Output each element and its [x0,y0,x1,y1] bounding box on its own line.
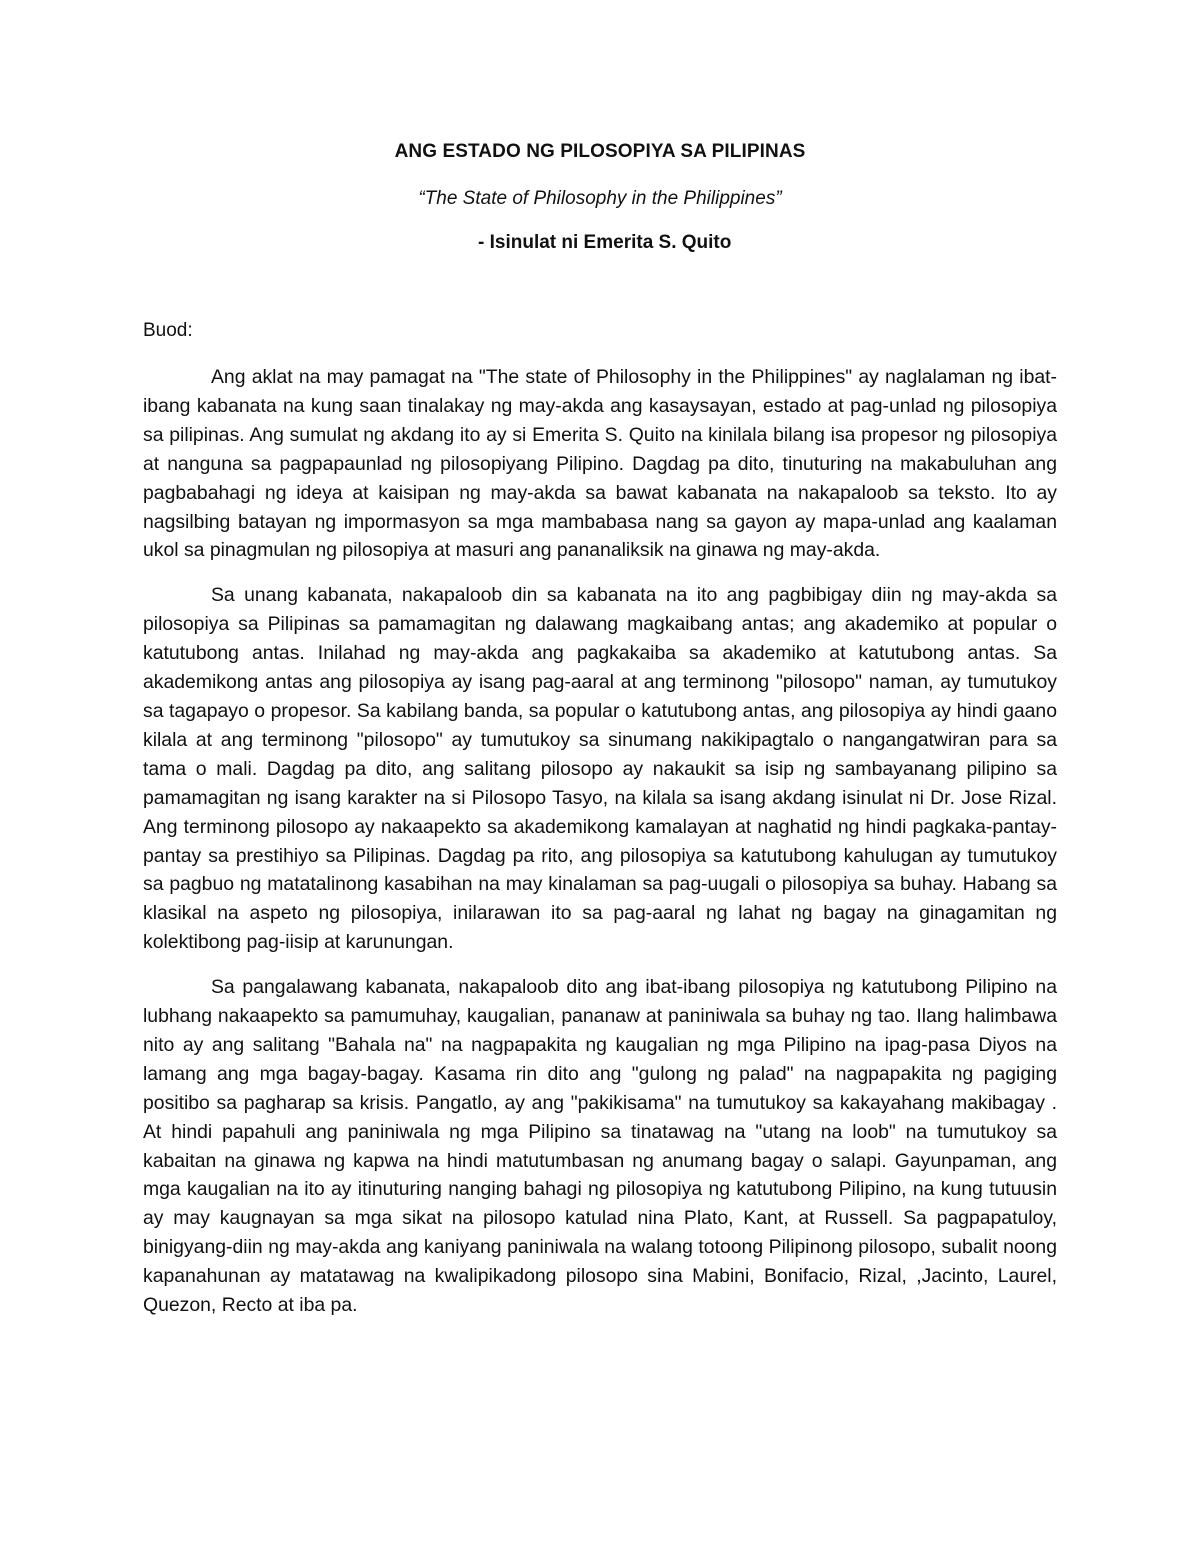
document-subtitle: “The State of Philosophy in the Philippines” [418,188,782,209]
section-label: Buod: [143,320,193,341]
author-line: - Isinulat ni Emerita S. Quito [478,232,732,253]
paragraph-3: Sa pangalawang kabanata, nakapaloob dito ang ibat-ibang pilosopiya ng katutubong Pilipino na lubhang nakaapekto sa pamumuhay, kaugalian, pananaw at paniniwala sa buhay ng tao. Ilang halimbawa nito ay ang salitang "Bahala na" na nagpapakita ng kaugalian ng mga Pilipino na ipag-pasa Diyos na lamang ang mga bagay-bagay. Kasama rin dito ang "gulong ng palad" na nagpapakita ng pagiging positibo sa pagharap sa krisis. Pangatlo, ay ang "pakikisama" na tumutukoy sa kakayahang makibagay . At hindi papahuli ang paniniwala ng mga Pilipino sa tinatawag na "utang na loob" na tumutukoy sa kabaitan na ginawa ng kapwa na hindi matutumbasan ng anumang bagay o salapi. Gayunpaman, ang mga kaugalian na ito ay itinuturing nanging bahagi ng pilosopiya ng katutubong Pilipino, na kung tutuusin ay may kaugnayan sa mga sikat na pilosopo katulad nina Plato, Kant, at Russell. Sa pagpapatuloy, binigyang-diin ng may-akda ang kaniyang paniniwala na walang totoong Pilipinong pilosopo, subalit noong kapanahunan ay matatawag na kwalipikadong pilosopo sina Mabini, Bonifacio, Rizal, ,Jacinto, Laurel, Quezon, Recto at iba pa. [143,976,1057,1317]
summary-body [143,363,1057,1336]
document-title: ANG ESTADO NG PILOSOPIYA SA PILIPINAS [394,141,806,162]
paragraph-1: Ang aklat na may pamagat na "The state of Philosophy in the Philippines" ay naglalaman ng ibat-ibang kabanata na kung saan tinalakay ng may-akda ang kasaysayan, estado at pag-unlad ng pilosopiya sa pilipinas. Ang sumulat ng akdang ito ay si Emerita S. Quito na kinilala bilang isa propesor ng pilosopiya at nanguna sa pagpapaunlad ng pilosopiyang Pilipino. Dagdag pa dito, tinuturing na makabuluhan ang pagbabahagi ng ideya at kaisipan ng may-akda sa bawat kabanata na nakapaloob sa teksto. Ito ay nagsilbing batayan ng impormasyon sa mga mambabasa nang sa gayon ay mapa-unlad ang kaalaman ukol sa pinagmulan ng pilosopiya at masuri ang pananaliksik na ginawa ng may-akda. [143,366,1057,562]
paragraph-2: Sa unang kabanata, nakapaloob din sa kabanata na ito ang pagbibigay diin ng may-akda sa pilosopiya sa Pilipinas sa pamamagitan ng dalawang magkaibang antas; ang akademiko at popular o katutubong antas. Inilahad ng may-akda ang pagkakaiba sa akademiko at katutubong antas. Sa akademikong antas ang pilosopiya ay isang pag-aaral at ang terminong "pilosopo" naman, ay tumutukoy sa tagapayo o propesor. Sa kabilang banda, sa popular o katutubong antas, ang pilosopiya ay hindi gaano kilala at ang terminong "pilosopo" ay tumutukoy sa sinumang nakikipagtalo o nangangatwiran para sa tama o mali. Dagdag pa dito, ang salitang pilosopo ay nakaukit sa isip ng sambayanang pilipino sa pamamagitan ng isang karakter na si Pilosopo Tasyo, na kilala sa isang akdang isinulat ni Dr. Jose Rizal. Ang terminong pilosopo ay nakaapekto sa akademikong kamalayan at naghatid ng hindi pagkaka-pantay-pantay sa prestihiyo sa Pilipinas. Dagdag pa rito, ang pilosopiya sa katutubong kahulugan ay tumutukoy sa pagbuo ng matatalinong kasabihan na may kinalaman sa pag-uugali o pilosopiya sa buhay. Habang sa klasikal na aspeto ng pilosopiya, inilarawan ito sa pag-aaral ng lahat ng bagay na ginagamitan ng kolektibong pag-iisip at karunungan. [143,584,1057,954]
